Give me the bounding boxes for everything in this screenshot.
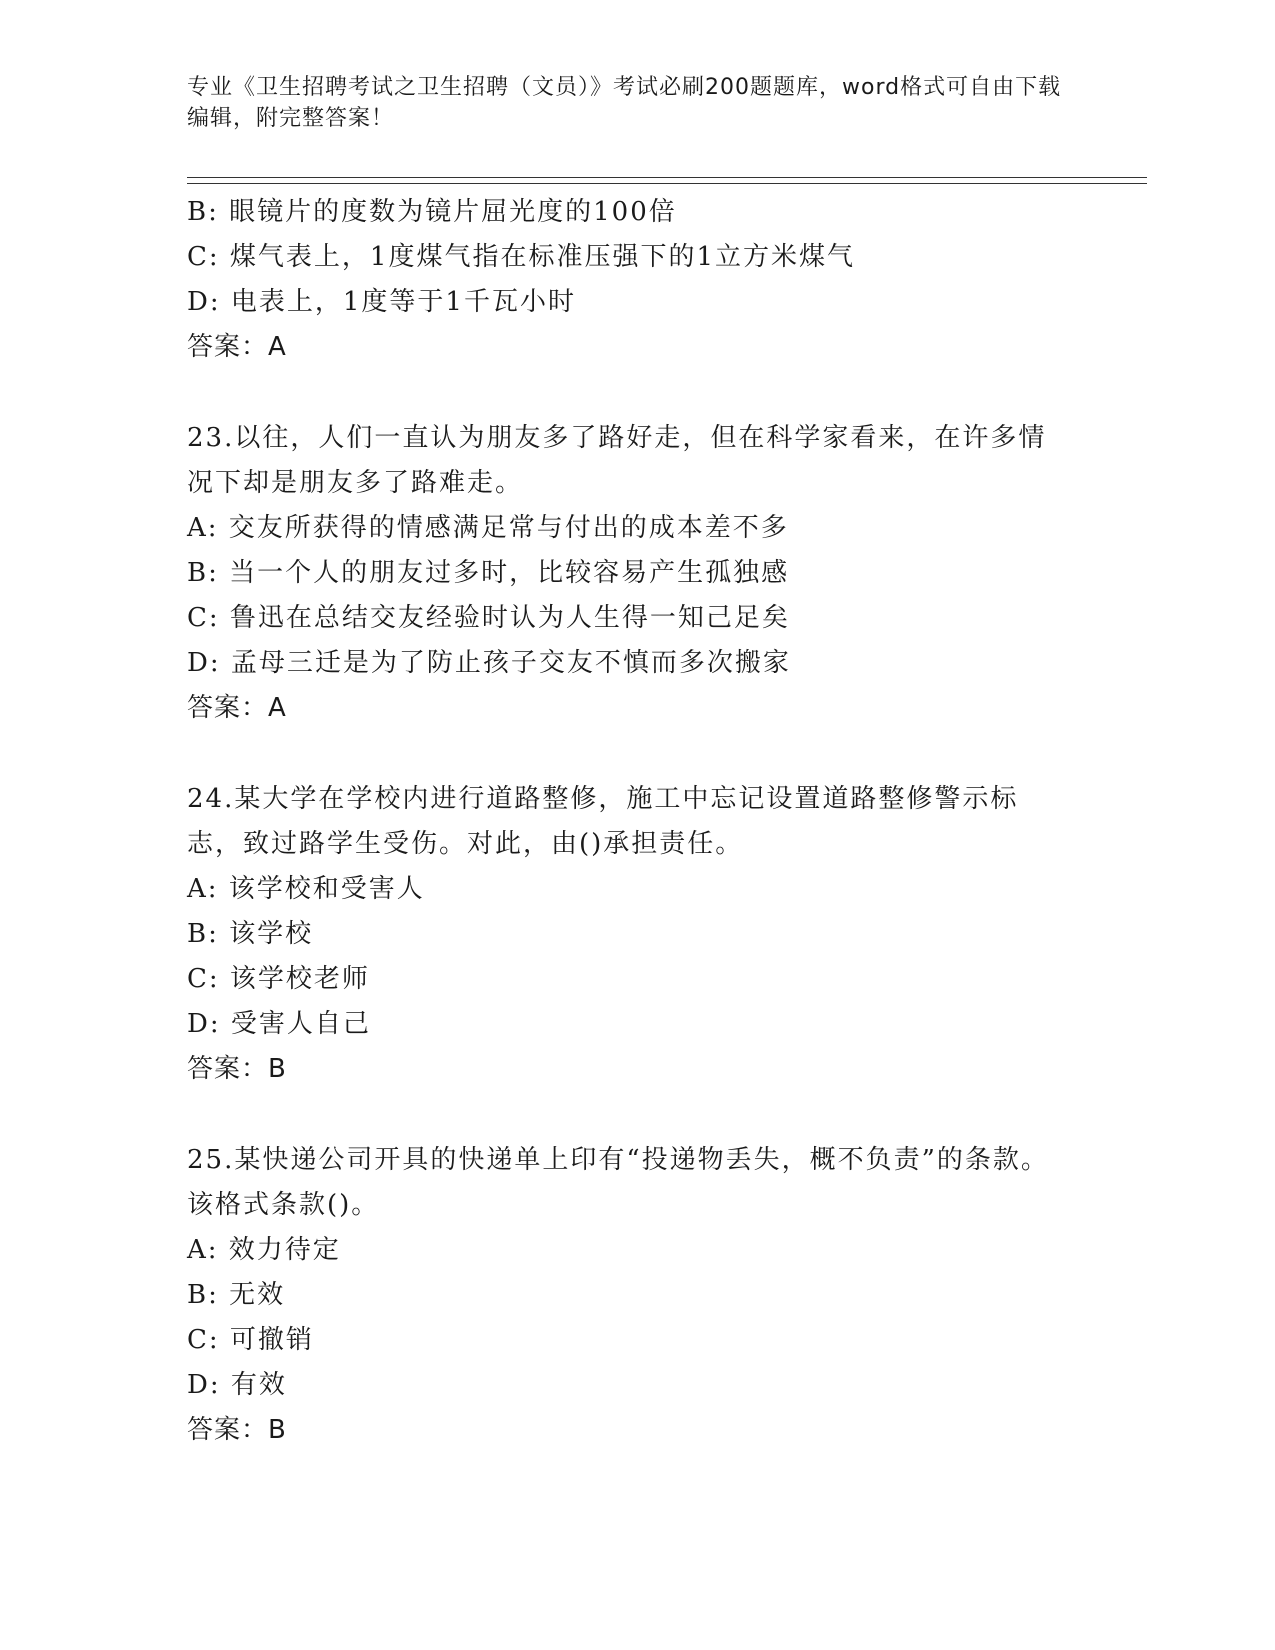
question-22-tail (187, 190, 1087, 370)
option-b: B: 无效 (187, 1280, 286, 1310)
option-c: C: 煤气表上，1度煤气指在标准压强下的1立方米煤气 (187, 242, 856, 272)
question-text: 24.某大学在学校内进行道路整修，施工中忘记设置道路整修警示标志，致过路学生受伤。对此，由()承担责任。 (187, 784, 1019, 859)
option-a: A: 该学校和受害人 (187, 874, 425, 904)
option-d: D: 受害人自己 (187, 1009, 371, 1039)
question-25 (187, 1138, 1087, 1453)
header-divider (187, 183, 1147, 184)
answer-line: 答案：B (187, 1415, 287, 1445)
option-b: B: 当一个人的朋友过多时，比较容易产生孤独感 (187, 558, 790, 588)
header-divider (187, 177, 1147, 178)
document-body (187, 190, 1087, 1453)
question-text: 25.某快递公司开具的快递单上印有“投递物丢失，概不负责”的条款。该格式条款()。 (187, 1145, 1049, 1220)
question-text: 23.以往，人们一直认为朋友多了路好走，但在科学家看来，在许多情况下却是朋友多了路难走。 (187, 423, 1047, 498)
question-23 (187, 416, 1087, 731)
answer-line: 答案：A (187, 693, 287, 723)
option-d: D: 电表上，1度等于1千瓦小时 (187, 287, 576, 317)
answer-line: 答案：A (187, 332, 287, 362)
option-c: C: 该学校老师 (187, 964, 370, 994)
question-24 (187, 777, 1087, 1092)
option-c: C: 鲁迅在总结交友经验时认为人生得一知己足矣 (187, 603, 790, 633)
option-a: A: 交友所获得的情感满足常与付出的成本差不多 (187, 513, 789, 543)
option-b: B: 该学校 (187, 919, 314, 949)
document-header: 专业《卫生招聘考试之卫生招聘（文员）》考试必刷200题题库，word格式可自由下载编辑，附完整答案！ (187, 75, 1062, 131)
option-d: D: 有效 (187, 1370, 287, 1400)
option-b: B: 眼镜片的度数为镜片屈光度的100倍 (187, 197, 677, 227)
option-d: D: 孟母三迁是为了防止孩子交友不慎而多次搬家 (187, 648, 791, 678)
option-c: C: 可撤销 (187, 1325, 314, 1355)
option-a: A: 效力待定 (187, 1235, 341, 1265)
answer-line: 答案：B (187, 1054, 287, 1084)
